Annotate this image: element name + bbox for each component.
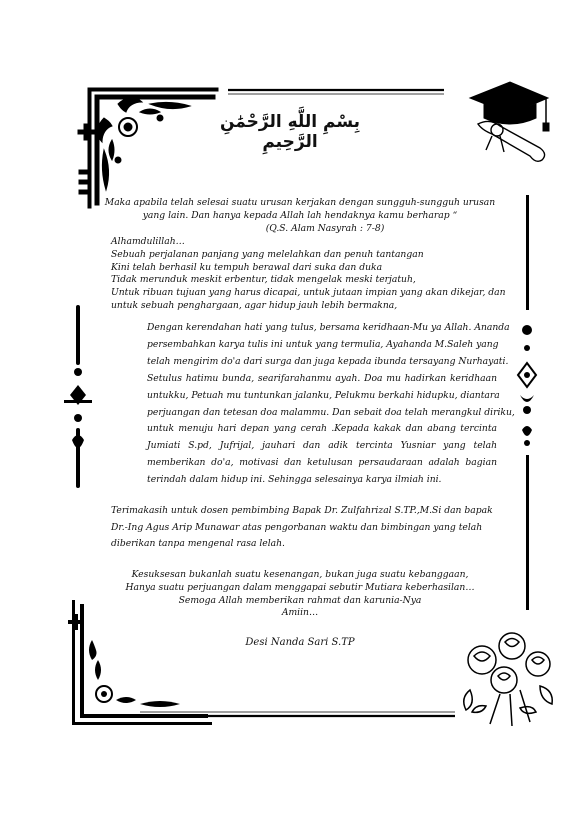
dedication-line: untuk menuju hari depan yang cerah .Kepada kakak dan abang tercinta: [147, 423, 497, 435]
thanks-line: diberikan tanpa mengenal rasa lelah.: [111, 538, 285, 549]
thanks-line: Dr.-Ing Agus Arip Munawar atas pengorbanan waktu dan bimbingan yang telah: [111, 521, 483, 533]
poem-line: Kini telah berhasil ku tempuh berawal dari suka dan duka: [111, 261, 383, 273]
quote-source: (Q.S. Alam Nasyrah : 7-8): [265, 223, 385, 234]
thanks-paragraph: [111, 503, 511, 553]
closing-line: Amiin…: [281, 607, 319, 619]
right-border-ornament: [518, 195, 536, 610]
poem-line: untuk sebuah penghargaan, agar hidup jauh lebih bermakna,: [111, 299, 398, 311]
closing-line: Hanya suatu perjuangan dalam menggapai sebutir Mutiara keberhasilan…: [125, 581, 475, 593]
quote-line-1: Maka apabila telah selesai suatu urusan kerjakan dengan sungguh-sungguh urusan: [104, 197, 496, 208]
poem-line: Alhamdulillah…: [111, 236, 185, 247]
poem-line: Untuk ribuan tujuan yang harus dicapai, untuk jutaan impian yang akan dikejar, dan: [111, 287, 506, 299]
poem-line: Sebuah perjalanan panjang yang melelahkan dan penuh tantangan: [111, 248, 424, 260]
graduation-cap-icon: [470, 82, 549, 131]
rose-bouquet-icon: [464, 633, 553, 726]
dedication-line: untukku, Petuah mu tuntunkan jalanku, Pelukmu berkahi hidupku, diantara: [147, 389, 500, 401]
quran-quote: [95, 196, 505, 235]
dedication-line: Dengan kerendahan hati yang tulus, bersama keridhaan-Mu ya Allah. Ananda: [147, 322, 510, 333]
closing-verse: [100, 569, 500, 620]
basmalah-calligraphy: بِسْمِ اللَّهِ الرَّحْمَٰنِ الرَّحِيمِ: [219, 112, 361, 152]
author-signature: Desi Nanda Sari S.TP: [245, 637, 355, 648]
closing-line: Semoga Allah memberikan rahmat dan karunia-Nya: [178, 594, 422, 606]
dedication-line: terindah dalam hidup ini. Sehingga selesainya karya ilmiah ini.: [147, 474, 442, 486]
diploma-scroll-icon: [478, 121, 545, 161]
thanks-line: Terimakasih untuk dosen pembimbing Bapak Dr. Zulfahrizal S.TP.,M.Si dan bapak: [111, 505, 493, 516]
dedication-line: Setulus hatimu bunda, searifarahanmu ayah. Doa mu hadirkan keridhaan: [147, 372, 497, 384]
top-border-lines: [228, 90, 444, 94]
dedication-line: persembahkan karya tulis ini untuk yang termulia, Ayahanda M.Saleh yang: [147, 338, 499, 350]
dedication-line: memberikan do'a, motivasi dan ketulusan persaudaraan adalah bagian: [147, 457, 497, 469]
dedication-line: Jumiati S.pd, Jufrijal, jauhari dan adik tercinta Yusniar yang telah: [147, 440, 497, 452]
quote-line-2: yang lain. Dan hanya kepada Allah lah hendaknya kamu berharap “: [142, 210, 458, 221]
dedication-line: telah mengirim do'a dari surga dan juga kepada ibunda tersayang Nurhayati.: [147, 355, 509, 367]
poem-block: [111, 236, 511, 313]
poem-line: Tidak merunduk meskit erbentur, tidak mengelak meski terjatuh,: [111, 274, 416, 286]
top-left-corner-ornament: [78, 88, 218, 208]
closing-line: Kesuksesan bukanlah suatu kesenangan, bukan juga suatu kebanggaan,: [131, 569, 469, 580]
dedication-line: perjuangan dan tetesan doa malammu. Dan sebait doa telah merangkul diriku,: [147, 406, 515, 418]
dedication-paragraph: [147, 320, 515, 489]
left-border-ornament: [64, 305, 92, 488]
